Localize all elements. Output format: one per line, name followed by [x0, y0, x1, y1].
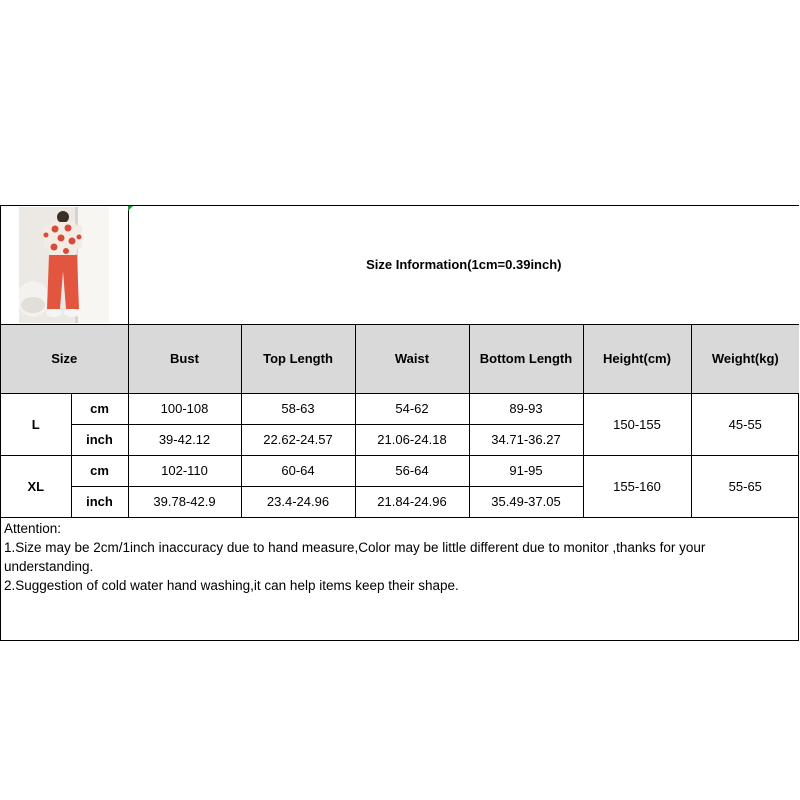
table-cell: 39.78-42.9: [128, 486, 241, 517]
size-label-xl: XL: [1, 455, 71, 517]
unit-cm: cm: [71, 455, 128, 486]
weight-xl: 55-65: [691, 455, 799, 517]
header-bust: Bust: [128, 324, 241, 393]
chart-title: Size Information(1cm=0.39inch): [128, 206, 799, 324]
header-weight: Weight(kg): [691, 324, 799, 393]
table-cell: 34.71-36.27: [469, 424, 583, 455]
table-cell: 23.4-24.96: [241, 486, 355, 517]
table-cell: 22.62-24.57: [241, 424, 355, 455]
weight-l: 45-55: [691, 393, 799, 455]
notes-heading: Attention:: [4, 521, 62, 536]
header-size: Size: [1, 324, 128, 393]
table-cell: 54-62: [355, 393, 469, 424]
table-cell: 60-64: [241, 455, 355, 486]
unit-inch: inch: [71, 424, 128, 455]
table-cell: 39-42.12: [128, 424, 241, 455]
height-l: 150-155: [583, 393, 691, 455]
header-waist: Waist: [355, 324, 469, 393]
table-cell: 89-93: [469, 393, 583, 424]
table-cell: 58-63: [241, 393, 355, 424]
header-top-length: Top Length: [241, 324, 355, 393]
header-height: Height(cm): [583, 324, 691, 393]
notes-line-1: 1.Size may be 2cm/1inch inaccuracy due to hand measure,Color may be little different due to monitor ,thanks for your understanding.: [4, 540, 706, 574]
product-photo-cell: [1, 206, 128, 324]
table-cell: 91-95: [469, 455, 583, 486]
size-chart: [0, 205, 799, 641]
notes-line-2: 2.Suggestion of cold water hand washing,it can help items keep their shape.: [4, 578, 459, 593]
unit-inch: inch: [71, 486, 128, 517]
table-cell: 21.06-24.18: [355, 424, 469, 455]
table-cell: 35.49-37.05: [469, 486, 583, 517]
product-photo: [19, 207, 109, 323]
unit-cm: cm: [71, 393, 128, 424]
header-bottom-length: Bottom Length: [469, 324, 583, 393]
size-table: [1, 206, 799, 518]
height-xl: 155-160: [583, 455, 691, 517]
corner-mark: [128, 206, 133, 211]
table-cell: 100-108: [128, 393, 241, 424]
table-cell: 56-64: [355, 455, 469, 486]
size-label-l: L: [1, 393, 71, 455]
attention-notes: [4, 519, 794, 595]
table-cell: 102-110: [128, 455, 241, 486]
table-cell: 21.84-24.96: [355, 486, 469, 517]
